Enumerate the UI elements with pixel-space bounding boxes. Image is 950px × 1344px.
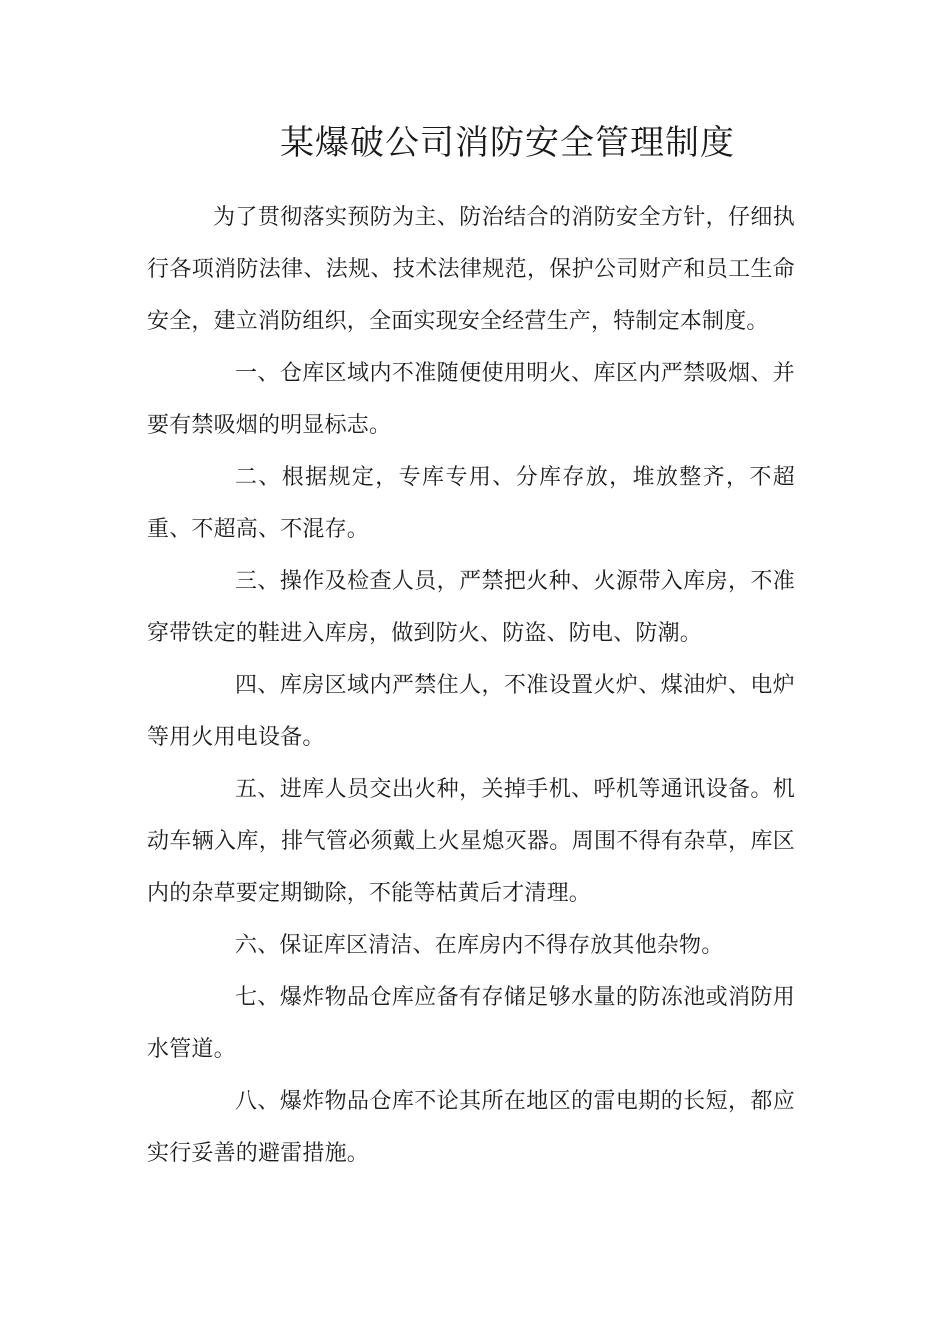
rule-paragraph-4: 四、库房区域内严禁住人，不准设置火炉、煤油炉、电炉等用火用电设备。 [147, 673, 795, 750]
rule-paragraph-2: 二、根据规定，专库专用、分库存放，堆放整齐，不超重、不超高、不混存。 [147, 465, 795, 542]
rule-paragraph-8: 八、爆炸物品仓库不论其所在地区的雷电期的长短，都应实行妥善的避雷措施。 [147, 1089, 795, 1166]
document-body [147, 192, 795, 1180]
rule-paragraph-3: 三、操作及检查人员，严禁把火种、火源带入库房，不准穿带铁定的鞋进入库房，做到防火、防盗、防电、防潮。 [147, 569, 795, 646]
rule-paragraph-6: 六、保证库区清洁、在库房内不得存放其他杂物。 [235, 933, 724, 958]
document-title: 某爆破公司消防安全管理制度 [280, 123, 735, 163]
rule-paragraph-5: 五、进库人员交出火种，关掉手机、呼机等通讯设备。机动车辆入库，排气管必须戴上火星熄灭器。周围不得有杂草，库区内的杂草要定期锄除，不能等枯黄后才清理。 [147, 777, 795, 906]
rule-paragraph-7: 七、爆炸物品仓库应备有存储足够水量的防冻池或消防用水管道。 [147, 985, 795, 1062]
intro-paragraph: 为了贯彻落实预防为主、防治结合的消防安全方针，仔细执行各项消防法律、法规、技术法律规范，保护公司财产和员工生命安全，建立消防组织，全面实现安全经营生产，特制定本制度。 [147, 205, 795, 334]
rule-paragraph-1: 一、仓库区域内不准随便使用明火、库区内严禁吸烟、并要有禁吸烟的明显标志。 [147, 361, 795, 438]
